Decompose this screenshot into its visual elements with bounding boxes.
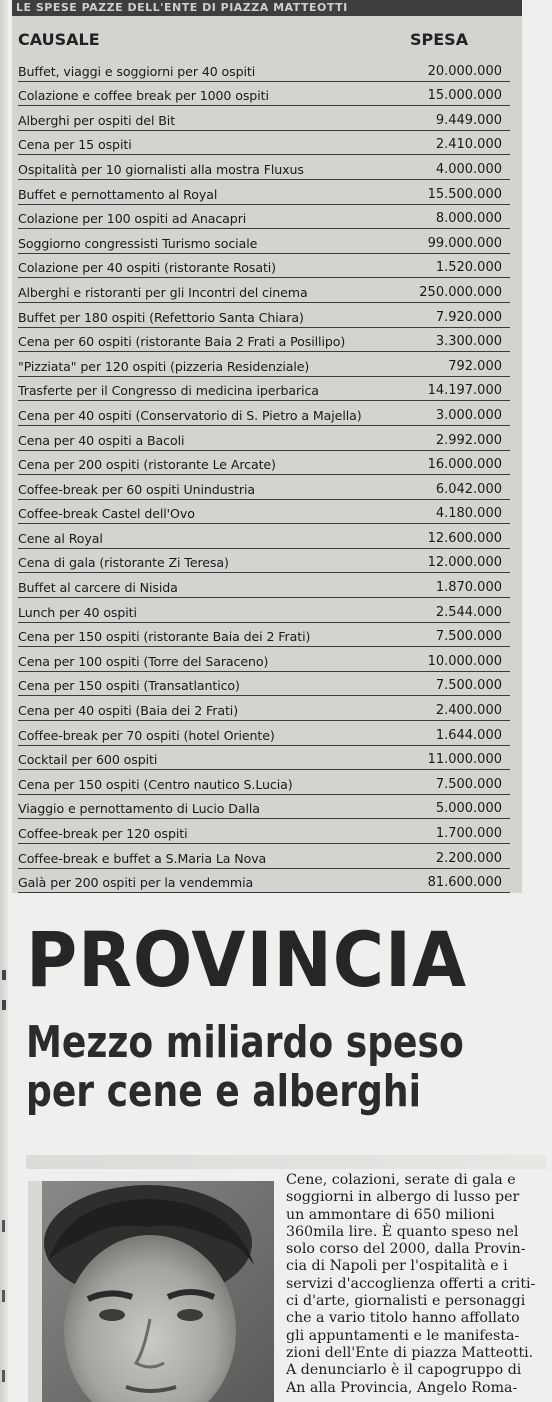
causale-cell: Cena di gala (ristorante Zi Teresa) <box>18 555 229 571</box>
table-row <box>18 82 510 107</box>
spesa-cell: 1.870.000 <box>435 580 502 596</box>
table-row <box>18 205 510 230</box>
spesa-cell: 20.000.000 <box>427 63 502 79</box>
expenses-table <box>18 57 510 893</box>
spesa-cell: 6.042.000 <box>435 481 502 497</box>
section-kicker: LE SPESE PAZZE DELL'ENTE DI PIAZZA MATTEOTTI <box>12 0 522 16</box>
spesa-cell: 792.000 <box>448 358 502 374</box>
causale-cell: Cena per 100 ospiti (Torre del Saraceno) <box>18 653 269 669</box>
spesa-cell: 4.180.000 <box>435 506 502 522</box>
article-line: un ammontare di 650 milioni <box>286 1206 495 1223</box>
article-line: servizi d'accoglienza offerti a criti- <box>286 1275 536 1292</box>
causale-cell: Buffet, viaggi e soggiorni per 40 ospiti <box>18 63 256 79</box>
causale-cell: Trasferte per il Congresso di medicina iperbarica <box>18 383 319 399</box>
article-line: An alla Provincia, Angelo Roma- <box>286 1379 518 1396</box>
causale-cell: Soggiorno congressisti Turismo sociale <box>18 235 258 251</box>
article-line: che a vario titolo hanno affollato <box>286 1310 520 1327</box>
article-line: solo corso del 2000, dalla Provin- <box>286 1241 526 1258</box>
causale-cell: Cena per 40 ospiti a Bacoli <box>18 432 185 448</box>
spesa-cell: 2.544.000 <box>435 604 502 620</box>
causale-cell: Colazione per 40 ospiti (ristorante Rosati) <box>18 260 276 276</box>
causale-cell: Cena per 150 ospiti (ristorante Baia dei 2 Frati) <box>18 629 311 645</box>
table-row <box>18 647 510 672</box>
spesa-cell: 2.400.000 <box>435 703 502 719</box>
table-row <box>18 746 510 771</box>
causale-cell: Coffee-break per 120 ospiti <box>18 826 188 841</box>
causale-cell: Colazione per 100 ospiti ad Anacapri <box>18 211 247 227</box>
table-row <box>18 475 510 500</box>
table-row <box>18 549 510 574</box>
article-line: gli appuntamenti e le manifesta- <box>286 1327 520 1344</box>
spesa-cell: 15.000.000 <box>427 88 502 104</box>
portrait-image <box>28 1181 274 1402</box>
causale-cell: Cene al Royal <box>18 530 103 546</box>
causale-cell: Coffee-break per 60 ospiti Unindustria <box>18 481 255 497</box>
article-line: ci d'arte, giornalisti e personaggi <box>286 1293 526 1310</box>
spesa-cell: 99.000.000 <box>427 235 502 251</box>
spesa-cell: 8.000.000 <box>435 211 502 227</box>
table-row <box>18 278 510 303</box>
portrait-photo <box>28 1181 274 1402</box>
spesa-cell: 5.000.000 <box>435 801 502 817</box>
causale-cell: Buffet e pernottamento al Royal <box>18 186 218 202</box>
spesa-cell: 2.410.000 <box>435 137 502 153</box>
spesa-cell: 7.500.000 <box>435 629 502 645</box>
column-header-spesa: SPESA <box>410 30 469 49</box>
table-row <box>18 721 510 746</box>
causale-cell: Coffee-break per 70 ospiti (hotel Oriente) <box>18 727 275 743</box>
article-body <box>286 1172 550 1397</box>
spesa-cell: 1.700.000 <box>435 826 502 841</box>
table-row <box>18 155 510 180</box>
table-row <box>18 524 510 549</box>
causale-cell: Colazione e coffee break per 1000 ospiti <box>18 88 269 104</box>
table-row <box>18 869 510 894</box>
causale-cell: Cena per 60 ospiti (ristorante Baia 2 Frati a Posillipo) <box>18 334 346 350</box>
causale-cell: Alberghi per ospiti del Bit <box>18 112 176 128</box>
spesa-cell: 2.992.000 <box>435 432 502 448</box>
table-row <box>18 229 510 254</box>
subheadline <box>26 1018 464 1117</box>
table-row <box>18 426 510 451</box>
table-row <box>18 500 510 525</box>
table-row <box>18 377 510 402</box>
spesa-cell: 9.449.000 <box>435 112 502 128</box>
table-row <box>18 401 510 426</box>
spesa-cell: 16.000.000 <box>427 457 502 473</box>
article-line: cia di Napoli per l'ospitalità e i <box>286 1258 508 1275</box>
causale-cell: "Pizziata" per 120 ospiti (pizzeria Residenziale) <box>18 358 310 374</box>
causale-cell: Coffee-break e buffet a S.Maria La Nova <box>18 850 267 866</box>
causale-cell: Ospitalità per 10 giornalisti alla mostra Fluxus <box>18 161 304 177</box>
bleed-through-strip <box>26 1155 546 1169</box>
table-row <box>18 573 510 598</box>
subheadline-line: per cene e alberghi <box>26 1066 421 1118</box>
table-row <box>18 623 510 648</box>
table-row <box>18 770 510 795</box>
causale-cell: Cena per 40 ospiti (Conservatorio di S. Pietro a Majella) <box>18 407 362 423</box>
table-row <box>18 844 510 869</box>
spesa-cell: 7.920.000 <box>435 309 502 325</box>
causale-cell: Viaggio e pernottamento di Lucio Dalla <box>18 801 260 817</box>
table-row <box>18 57 510 82</box>
spesa-cell: 15.500.000 <box>427 186 502 202</box>
causale-cell: Cocktail per 600 ospiti <box>18 752 158 768</box>
spesa-cell: 7.500.000 <box>435 678 502 694</box>
spesa-cell: 10.000.000 <box>427 653 502 669</box>
causale-cell: Cena per 40 ospiti (Baia dei 2 Frati) <box>18 703 239 719</box>
spesa-cell: 1.520.000 <box>435 260 502 276</box>
table-row <box>18 180 510 205</box>
column-edge-marks <box>2 930 10 1390</box>
causale-cell: Cena per 15 ospiti <box>18 137 132 153</box>
table-row <box>18 303 510 328</box>
spesa-cell: 14.197.000 <box>427 383 502 399</box>
causale-cell: Cena per 200 ospiti (ristorante Le Arcate) <box>18 457 276 473</box>
spesa-cell: 81.600.000 <box>427 875 502 891</box>
spesa-cell: 7.500.000 <box>435 776 502 792</box>
article-line: 360mila lire. È quanto speso nel <box>286 1223 519 1240</box>
causale-cell: Coffee-break Castel dell'Ovo <box>18 506 195 522</box>
table-row <box>18 352 510 377</box>
table-row <box>18 696 510 721</box>
spesa-cell: 3.300.000 <box>435 334 502 350</box>
spesa-cell: 3.000.000 <box>435 407 502 423</box>
table-row <box>18 106 510 131</box>
table-row <box>18 328 510 353</box>
causale-cell: Lunch per 40 ospiti <box>18 604 137 620</box>
article-line: soggiorni in albergo di lusso per <box>286 1189 520 1206</box>
article-line: zioni dell'Ente di piazza Matteotti. <box>286 1344 534 1361</box>
causale-cell: Galà per 200 ospiti per la vendemmia <box>18 875 254 891</box>
table-row <box>18 254 510 279</box>
table-row <box>18 795 510 820</box>
causale-cell: Alberghi e ristoranti per gli Incontri del cinema <box>18 284 308 300</box>
table-row <box>18 131 510 156</box>
spesa-cell: 12.000.000 <box>427 555 502 571</box>
table-row <box>18 451 510 476</box>
spesa-cell: 2.200.000 <box>435 850 502 866</box>
spesa-cell: 4.000.000 <box>435 161 502 177</box>
headline: PROVINCIA <box>26 915 468 1004</box>
table-row <box>18 819 510 844</box>
table-row <box>18 672 510 697</box>
article-line: A denunciarlo è il capogruppo di <box>286 1362 522 1379</box>
table-row <box>18 598 510 623</box>
article-line: Cene, colazioni, serate di gala e <box>286 1172 516 1188</box>
causale-cell: Buffet per 180 ospiti (Refettorio Santa Chiara) <box>18 309 304 325</box>
spesa-cell: 11.000.000 <box>427 752 502 768</box>
column-header-causale: CAUSALE <box>18 30 100 49</box>
causale-cell: Cena per 150 ospiti (Transatlantico) <box>18 678 240 694</box>
subheadline-line: Mezzo miliardo speso <box>26 1017 464 1068</box>
causale-cell: Buffet al carcere di Nisida <box>18 580 178 596</box>
spesa-cell: 1.644.000 <box>435 727 502 743</box>
spesa-cell: 12.600.000 <box>427 530 502 546</box>
spesa-cell: 250.000.000 <box>419 284 502 300</box>
causale-cell: Cena per 150 ospiti (Centro nautico S.Lucia) <box>18 776 293 792</box>
